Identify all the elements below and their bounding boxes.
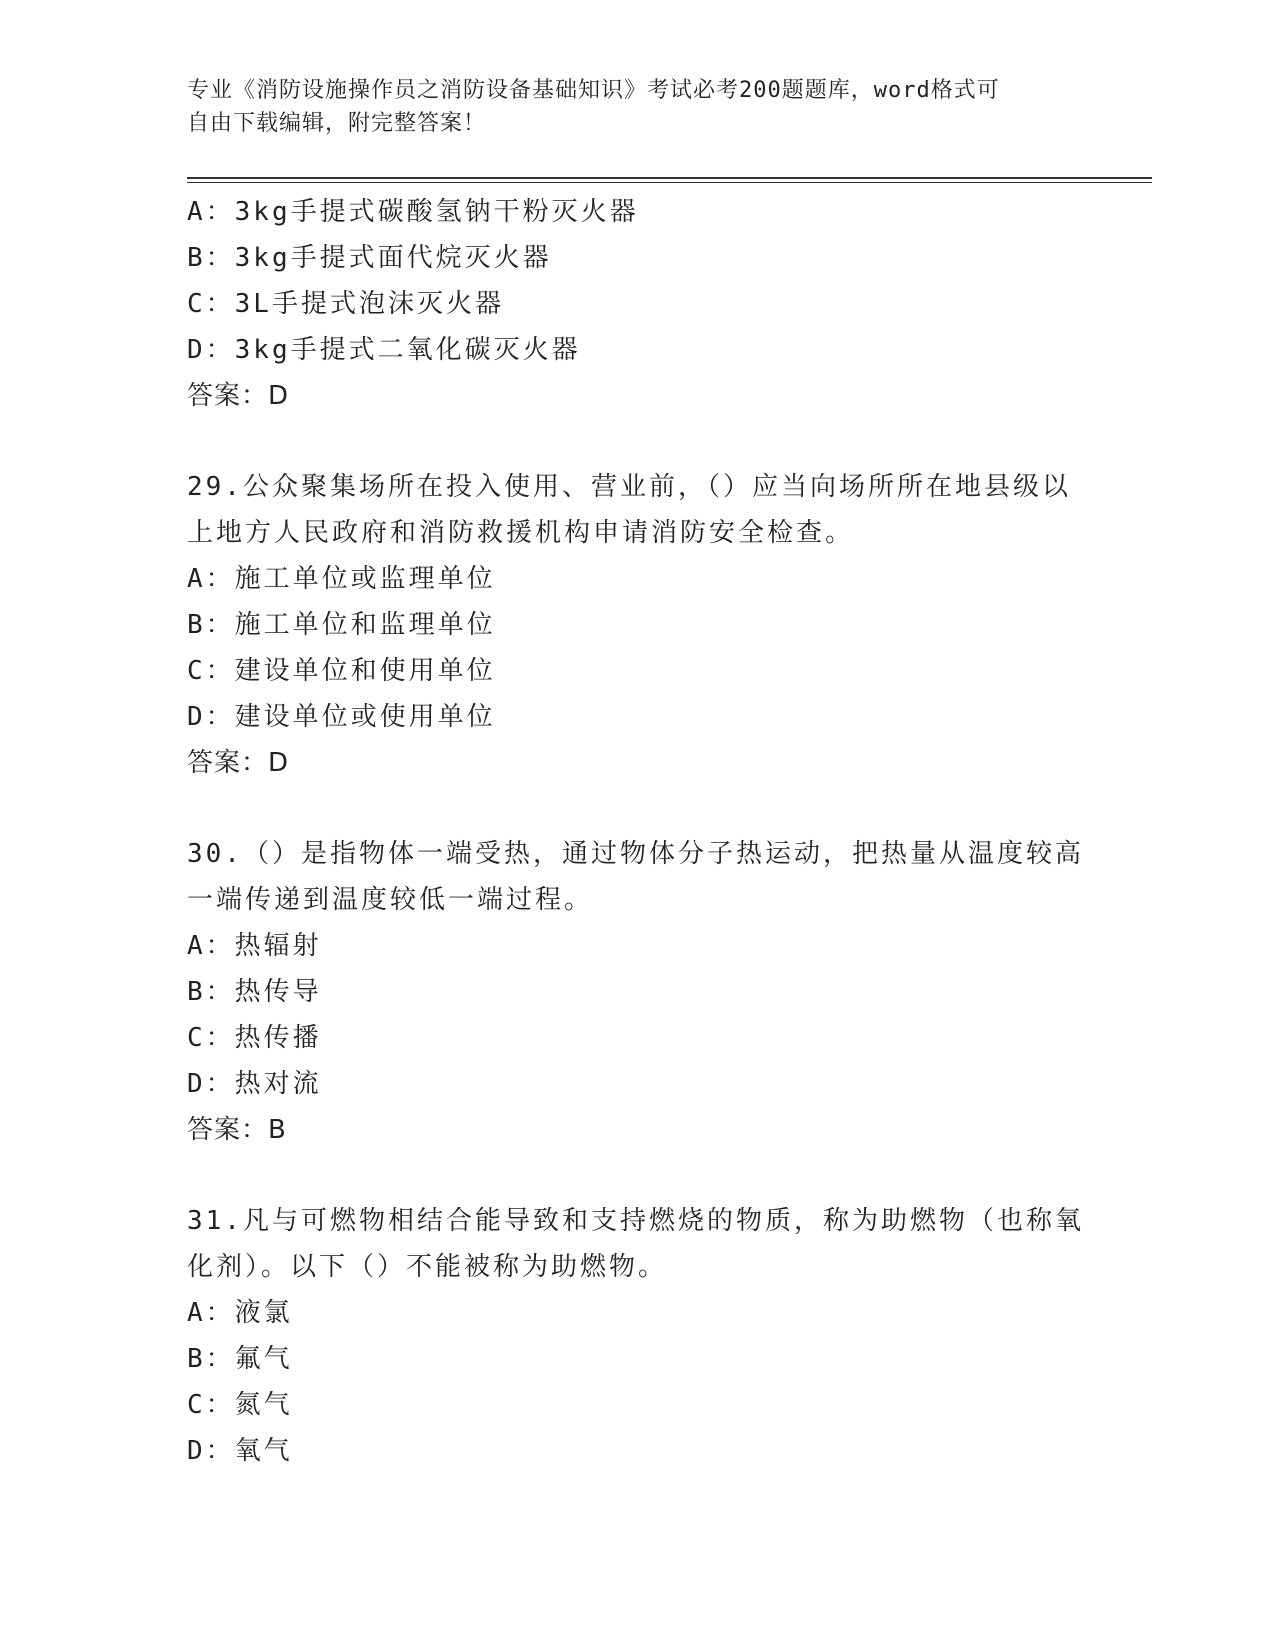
question-30-option-d: D：热对流: [187, 1069, 322, 1099]
question-31-line-2: 化剂）。以下（）不能被称为助燃物。: [187, 1252, 668, 1282]
question-31-text: [187, 1198, 1087, 1290]
question-28-option-b: B：3kg手提式面代烷灭火器: [187, 243, 552, 273]
question-spacer: [187, 1153, 1087, 1198]
question-spacer: [187, 786, 1087, 831]
question-29-answer: 答案：D: [187, 748, 290, 778]
question-31-option-a: A：液氯: [187, 1298, 293, 1328]
question-29-block: [187, 464, 1087, 786]
question-list: [187, 189, 1087, 1474]
question-30-answer: 答案：B: [187, 1115, 287, 1145]
question-31-option-d: D：氧气: [187, 1436, 293, 1466]
question-29-text: [187, 464, 1087, 556]
question-31-line-1: 31.凡与可燃物相结合能导致和支持燃烧的物质，称为助燃物（也称氧: [187, 1206, 1084, 1236]
question-30-text: [187, 831, 1087, 923]
question-30-option-b: B：热传导: [187, 977, 322, 1007]
question-31-block: [187, 1198, 1087, 1474]
question-spacer: [187, 419, 1087, 464]
question-30-line-2: 一端传递到温度较低一端过程。: [187, 885, 594, 915]
question-31-option-c: C：氮气: [187, 1390, 293, 1420]
question-29-option-d: D：建设单位或使用单位: [187, 702, 496, 732]
header-line-2: 自由下载编辑，附完整答案！: [187, 111, 487, 136]
header-line-1: 专业《消防设施操作员之消防设备基础知识》考试必考200题题库，word格式可: [187, 78, 1000, 103]
question-31-option-b: B：氟气: [187, 1344, 293, 1374]
question-30-option-c: C：热传播: [187, 1023, 322, 1053]
header-divider-thick: [187, 177, 1152, 179]
question-29-option-b: B：施工单位和监理单位: [187, 610, 496, 640]
question-29-option-a: A：施工单位或监理单位: [187, 564, 496, 594]
question-29-line-2: 上地方人民政府和消防救援机构申请消防安全检查。: [187, 518, 855, 548]
question-29-line-1: 29.公众聚集场所在投入使用、营业前，（）应当向场所所在地县级以: [187, 472, 1071, 502]
question-29-option-c: C：建设单位和使用单位: [187, 656, 496, 686]
question-28-option-c: C：3L手提式泡沫灭火器: [187, 289, 504, 319]
question-28-block: [187, 189, 1087, 419]
question-30-line-1: 30.（）是指物体一端受热，通过物体分子热运动，把热量从温度较高: [187, 839, 1084, 869]
document-header: [187, 74, 1087, 140]
question-28-option-d: D：3kg手提式二氧化碳灭火器: [187, 335, 581, 365]
question-30-block: [187, 831, 1087, 1153]
question-28-option-a: A：3kg手提式碳酸氢钠干粉灭火器: [187, 197, 639, 227]
header-divider-thin: [187, 182, 1152, 183]
question-28-answer: 答案：D: [187, 381, 290, 411]
question-30-option-a: A：热辐射: [187, 931, 322, 961]
